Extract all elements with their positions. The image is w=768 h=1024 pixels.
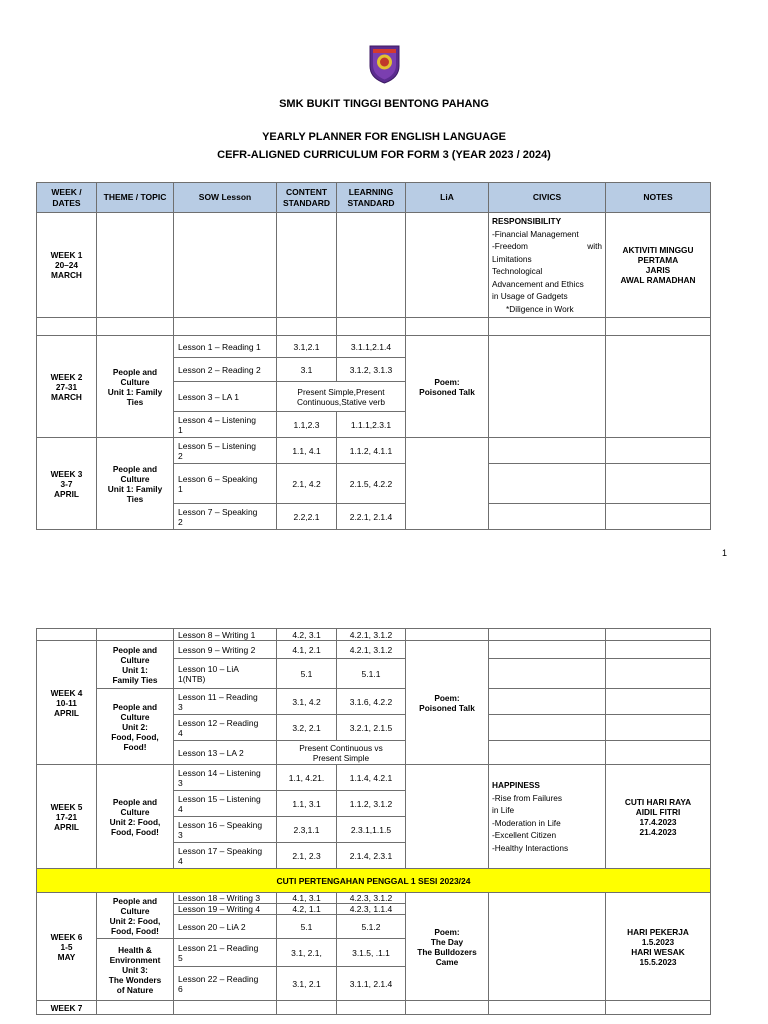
lesson-cell: Lesson 10 – LiA 1(NTB) — [174, 659, 277, 689]
lia-cell: Poem: Poisoned Talk — [406, 336, 489, 438]
col-learning: LEARNING STANDARD — [337, 183, 406, 213]
table-row: WEEK 3 3-7 APRIL People and Culture Unit 1: Family Ties Lesson 5 – Listening 2 1.1, 4.1 1.1.2, 4.1.1 — [37, 438, 711, 464]
grammar-cell: Present Simple,Present Continuous,Stative verb — [277, 382, 406, 412]
theme-cell: People and Culture Unit 1: Family Ties — [97, 336, 174, 438]
planner-title: YEARLY PLANNER FOR ENGLISH LANGUAGE — [262, 131, 506, 143]
week-cell: WEEK 1 20–24 MARCH — [37, 213, 97, 318]
table-row: Lesson 15 – Listening 4 1.1, 3.1 1.1.2, 3.1.2 — [37, 791, 711, 817]
col-lia: LiA — [406, 183, 489, 213]
table-row: Lesson 7 – Speaking 2 2.2,2.1 2.2.1, 2.1.4 — [37, 504, 711, 530]
table-row — [37, 1001, 711, 1015]
table-row: Lesson 4 – Listening 1 1.1,2.3 1.1.1,2.3.1 — [37, 412, 711, 438]
lesson-cell: Lesson 6 – Speaking 1 — [174, 464, 277, 504]
lesson-cell: Lesson 11 – Reading 3 — [174, 689, 277, 715]
page-number: 1 — [722, 548, 728, 558]
lesson-cell: Lesson 8 – Writing 1 — [174, 629, 277, 641]
page-2 — [0, 590, 768, 1024]
theme-cell: Health & Environment Unit 3: The Wonders of Nature — [97, 939, 174, 1001]
lesson-cell: Lesson 5 – Listening 2 — [174, 438, 277, 464]
lesson-cell: Lesson 15 – Listening 4 — [174, 791, 277, 817]
lesson-cell: Lesson 7 – Speaking 2 — [174, 504, 277, 530]
planner-table-page1 — [36, 182, 711, 530]
col-notes: NOTES — [606, 183, 711, 213]
holiday-banner: CUTI PERTENGAHAN PENGGAL 1 SESI 2023/24 — [37, 869, 711, 893]
grammar-cell: Present Continuous vs Present Simple — [277, 741, 406, 765]
col-week: WEEK / DATES — [37, 183, 97, 213]
holiday-row — [37, 869, 711, 893]
week-cell: WEEK 5 17-21 APRIL — [37, 765, 97, 869]
col-content: CONTENT STANDARD — [277, 183, 337, 213]
lesson-cell: Lesson 18 – Writing 3 — [174, 893, 277, 904]
table-row: WEEK 2 27-31 MARCH People and Culture Unit 1: Family Ties Lesson 1 – Reading 1 3.1,2.1 3.1.1,2.1.4 Poem: Poisoned Talk — [37, 336, 711, 358]
table-row: Lesson 16 – Speaking 3 2.3,1.1 2.3.1,1.1.5 — [37, 817, 711, 843]
header-row — [37, 183, 711, 213]
lesson-cell: Lesson 22 – Reading 6 — [174, 967, 277, 1001]
civics-cell: HAPPINESS -Rise from Failures in Life -Moderation in Life -Excellent Citizen -Healthy Interactions — [489, 765, 606, 869]
table-row: WEEK 4 10-11 APRIL People and Culture Unit 1: Family Ties Lesson 9 – Writing 2 4.1, 2.1 4.2.1, 3.1.2 Poem: Poisoned Talk — [37, 641, 711, 659]
theme-cell: People and Culture Unit 1: Family Ties — [97, 641, 174, 689]
lesson-cell: Lesson 16 – Speaking 3 — [174, 817, 277, 843]
lesson-cell: Lesson 21 – Reading 5 — [174, 939, 277, 967]
notes-cell: CUTI HARI RAYA AIDIL FITRI 17.4.2023 21.4.2023 — [606, 765, 711, 869]
planner-table-page2 — [36, 628, 711, 1015]
table-row: Lesson 12 – Reading 4 3.2, 2.1 3.2.1, 2.1.5 — [37, 715, 711, 741]
lesson-cell: Lesson 2 – Reading 2 — [174, 358, 277, 382]
table-row: Lesson 8 – Writing 1 4.2, 3.1 4.2.1, 3.1.2 — [37, 629, 711, 641]
table-row: Health & Environment Unit 3: The Wonders of Nature Lesson 21 – Reading 5 3.1, 2.1, 3.1.5, .1.1 — [37, 939, 711, 967]
week-cell: WEEK 2 27-31 MARCH — [37, 336, 97, 438]
table-row — [37, 213, 711, 318]
week-cell: WEEK 4 10-11 APRIL — [37, 641, 97, 765]
table-row: Lesson 22 – Reading 6 3.1, 2.1 3.1.1, 2.1.4 — [37, 967, 711, 1001]
col-theme: THEME / TOPIC — [97, 183, 174, 213]
table-row: Lesson 10 – LiA 1(NTB) 5.1 5.1.1 — [37, 659, 711, 689]
planner-subtitle: CEFR-ALIGNED CURRICULUM FOR FORM 3 (YEAR 2023 / 2024) — [217, 149, 551, 161]
lesson-cell: Lesson 3 – LA 1 — [174, 382, 277, 412]
col-civics: CIVICS — [489, 183, 606, 213]
lesson-cell: Lesson 20 – LiA 2 — [174, 915, 277, 939]
col-sow: SOW Lesson — [174, 183, 277, 213]
lesson-cell: Lesson 19 – Writing 4 — [174, 904, 277, 915]
lia-cell: Poem: Poisoned Talk — [406, 641, 489, 765]
lesson-cell: Lesson 17 – Speaking 4 — [174, 843, 277, 869]
lesson-cell: Lesson 4 – Listening 1 — [174, 412, 277, 438]
lesson-cell: Lesson 12 – Reading 4 — [174, 715, 277, 741]
table-row: Lesson 17 – Speaking 4 2.1, 2.3 2.1.4, 2.3.1 — [37, 843, 711, 869]
lesson-cell: Lesson 9 – Writing 2 — [174, 641, 277, 659]
school-crest-logo — [368, 44, 401, 84]
table-row: Lesson 19 – Writing 4 4.2, 1.1 4.2.3, 1.1.4 — [37, 904, 711, 915]
table-row: WEEK 5 17-21 APRIL People and Culture Unit 2: Food, Food, Food! Lesson 14 – Listening 3 1.1, 4.21. 1.1.4, 4.2.1 HAPPINESS -Rise from Failures in Life -Moderation in Life -Excellent Citizen -Healthy Interactions CUTI HARI RAYA AIDIL FITRI 17.4.2023 21.4.2023 — [37, 765, 711, 791]
table-row: Lesson 6 – Speaking 1 2.1, 4.2 2.1.5, 4.2.2 — [37, 464, 711, 504]
school-name: SMK BUKIT TINGGI BENTONG PAHANG — [279, 98, 489, 110]
civics-cell: RESPONSIBILITY -Financial Management -Freedom with Limitations Technological Advancement and Ethics in Usage of Gadgets *Diligence in Work — [489, 213, 606, 318]
table-row: Lesson 20 – LiA 2 5.1 5.1.2 — [37, 915, 711, 939]
theme-cell: People and Culture Unit 2: Food, Food, Food! — [97, 689, 174, 765]
lesson-cell: Lesson 14 – Listening 3 — [174, 765, 277, 791]
week-cell: WEEK 7 — [37, 1001, 97, 1015]
week-cell: WEEK 3 3-7 APRIL — [37, 438, 97, 530]
theme-cell: People and Culture Unit 2: Food, Food, Food! — [97, 765, 174, 869]
notes-cell: AKTIVITI MINGGU PERTAMA JARIS AWAL RAMADHAN — [606, 213, 711, 318]
table-row: Lesson 2 – Reading 2 3.1 3.1.2, 3.1.3 — [37, 358, 711, 382]
lesson-cell: Lesson 13 – LA 2 — [174, 741, 277, 765]
table-row: WEEK 6 1-5 MAY People and Culture Unit 2: Food, Food, Food! Lesson 18 – Writing 3 4.1, 3.1 4.2.3, 3.1.2 Poem: The Day The Bulldozers Came HARI PEKERJA 1.5.2023 HARI WESAK 15.5.2023 — [37, 893, 711, 904]
lesson-cell: Lesson 1 – Reading 1 — [174, 336, 277, 358]
week-cell: WEEK 6 1-5 MAY — [37, 893, 97, 1001]
notes-cell: HARI PEKERJA 1.5.2023 HARI WESAK 15.5.2023 — [606, 893, 711, 1001]
table-row — [37, 318, 711, 336]
theme-cell: People and Culture Unit 2: Food, Food, Food! — [97, 893, 174, 939]
theme-cell: People and Culture Unit 1: Family Ties — [97, 438, 174, 530]
lia-cell: Poem: The Day The Bulldozers Came — [406, 893, 489, 1001]
table-row: People and Culture Unit 2: Food, Food, Food! Lesson 11 – Reading 3 3.1, 4.2 3.1.6, 4.2.2 — [37, 689, 711, 715]
